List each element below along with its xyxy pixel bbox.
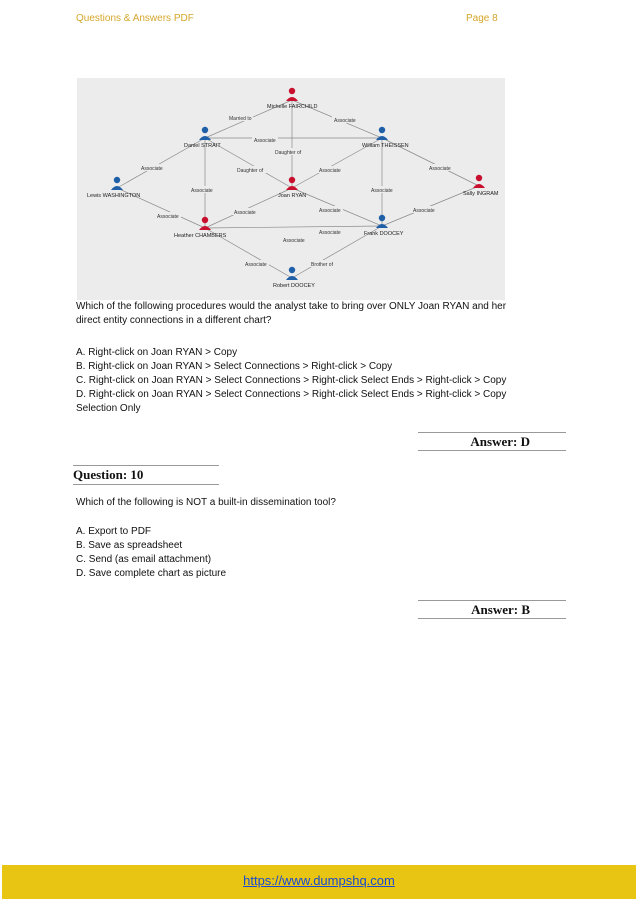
option-a: A. Export to PDF bbox=[76, 526, 152, 537]
edge-label-associate: Associate bbox=[429, 166, 451, 172]
edge-label-daughter-of: Daughter of bbox=[275, 150, 302, 156]
question-10-stem bbox=[76, 496, 561, 510]
person-label-daniel: Daniel STRAIT bbox=[184, 143, 221, 149]
edge-label-associate: Associate bbox=[334, 118, 356, 124]
node-joan bbox=[278, 177, 306, 199]
person-label-william: William THEISSEN bbox=[362, 143, 409, 149]
edge-label-associate: Associate bbox=[413, 208, 435, 214]
node-lewis bbox=[87, 177, 140, 199]
person-label-heather: Heather CHAMBERS bbox=[174, 233, 227, 239]
option-b: B. Right-click on Joan RYAN > Select Connections > Right-click > Copy bbox=[76, 361, 393, 372]
answer-box-q9 bbox=[418, 432, 566, 451]
answer-text: Answer: B bbox=[471, 602, 530, 617]
person-label-lewis: Lewis WASHINGTON bbox=[87, 193, 141, 199]
node-michelle bbox=[267, 88, 317, 110]
page-number: Page 8 bbox=[466, 13, 498, 24]
edge-label-associate: Associate bbox=[319, 230, 341, 236]
option-c: C. Right-click on Joan RYAN > Select Connections > Right-click Select Ends > Right-click > Copy bbox=[76, 375, 507, 386]
edge-label-associate: Associate bbox=[191, 188, 213, 194]
edge-label-associate: Associate bbox=[141, 166, 163, 172]
question-9-options bbox=[76, 346, 561, 416]
link-chart-image bbox=[77, 78, 505, 300]
option-c: C. Send (as email attachment) bbox=[76, 554, 212, 565]
edge-label-associate: Associate bbox=[245, 262, 267, 268]
edge-label-associate: Associate bbox=[319, 208, 341, 214]
edge-label-associate: Associate bbox=[234, 210, 256, 216]
stem-line: Which of the following procedures would the analyst take to bring over ONLY Joan RYAN and her bbox=[76, 301, 507, 312]
person-label-joan: Joan RYAN bbox=[278, 193, 307, 199]
person-label-robert: Robert DOOCEY bbox=[273, 283, 315, 289]
answer-text: Answer: D bbox=[470, 434, 530, 449]
question-10-title: Question: 10 bbox=[73, 465, 219, 485]
edge-label-associate: Associate bbox=[371, 188, 393, 194]
option-d-continued: Selection Only bbox=[76, 403, 141, 414]
option-d: D. Right-click on Joan RYAN > Select Connections > Right-click Select Ends > Right-click > Copy bbox=[76, 389, 507, 400]
person-label-sally: Sally INGRAM bbox=[463, 191, 499, 197]
edge-label-associate: Associate bbox=[283, 238, 305, 244]
edge-label-associate: Associate bbox=[157, 214, 179, 220]
edge-label-married-to: Married to bbox=[229, 116, 252, 122]
edge-label-associate: Associate bbox=[254, 138, 276, 144]
stem-line: direct entity connections in a different chart? bbox=[76, 315, 272, 326]
stem-line: Which of the following is NOT a built-in dissemination tool? bbox=[76, 497, 336, 508]
person-label-frank: Frank DOOCEY bbox=[364, 231, 404, 237]
footer-link[interactable]: https://www.dumpshq.com bbox=[243, 873, 395, 888]
footer-bar bbox=[2, 865, 636, 899]
option-b: B. Save as spreadsheet bbox=[76, 540, 183, 551]
edge-label-daughter-of: Daughter of bbox=[237, 168, 264, 174]
person-label-michelle: Michelle FAIRCHILD bbox=[267, 104, 318, 110]
question-9-stem bbox=[76, 300, 561, 328]
answer-box-q10 bbox=[418, 600, 566, 619]
question-10-options bbox=[76, 525, 561, 581]
edge-label-associate: Associate bbox=[319, 168, 341, 174]
node-robert bbox=[273, 267, 315, 289]
edge-label-brother-of: Brother of bbox=[311, 262, 333, 268]
node-sally bbox=[463, 175, 499, 197]
header-title: Questions & Answers PDF bbox=[76, 13, 194, 24]
option-a: A. Right-click on Joan RYAN > Copy bbox=[76, 347, 238, 358]
option-d: D. Save complete chart as picture bbox=[76, 568, 227, 579]
